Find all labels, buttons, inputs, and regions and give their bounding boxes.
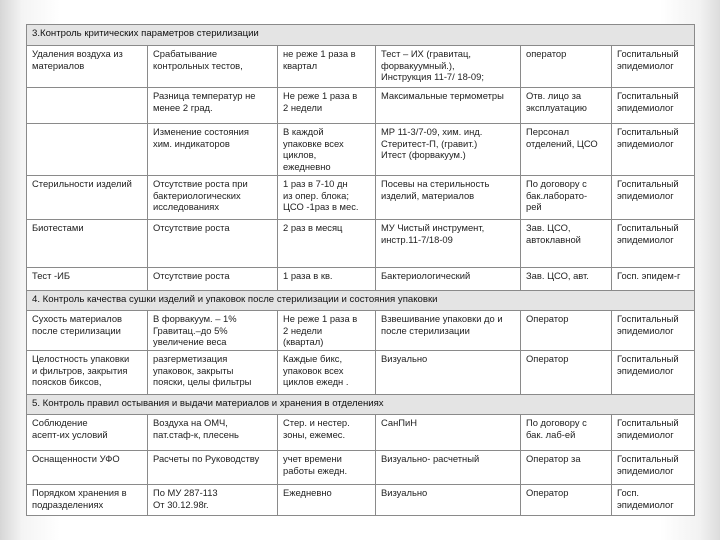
table-cell: Оператор bbox=[521, 311, 612, 351]
table-cell: Персонал отделений, ЦСО bbox=[521, 124, 612, 176]
table-row bbox=[27, 451, 695, 485]
table-cell: Тест – ИХ (гравитац, форвакуумный.), Инструкция 11-7/ 18-09; bbox=[376, 46, 521, 88]
table-cell: Не реже 1 раза в 2 недели bbox=[278, 88, 376, 124]
table-row bbox=[27, 88, 695, 124]
table-cell: По договору с бак. лаб-ей bbox=[521, 415, 612, 451]
table-cell: Оператор bbox=[521, 485, 612, 516]
table-cell: Госпитальный эпидемиолог bbox=[612, 220, 695, 268]
section-title: 3.Контроль критических параметров стерилизации bbox=[27, 25, 695, 46]
table-cell: Разница температур не менее 2 град. bbox=[148, 88, 278, 124]
table-cell: МР 11-3/7-09, хим. инд. Стеритест-П, (гравит.) Итест (форвакуум.) bbox=[376, 124, 521, 176]
table-cell: Госпитальный эпидемиолог bbox=[612, 46, 695, 88]
table-cell: По МУ 287-113 От 30.12.98г. bbox=[148, 485, 278, 516]
table-cell: Зав. ЦСО, авт. bbox=[521, 268, 612, 291]
table-cell: Стерильности изделий bbox=[27, 176, 148, 220]
table-cell: Воздуха на ОМЧ, пат.стаф-к, плесень bbox=[148, 415, 278, 451]
table-cell: Не реже 1 раза в 2 недели (квартал) bbox=[278, 311, 376, 351]
table-row bbox=[27, 415, 695, 451]
table-row bbox=[27, 268, 695, 291]
table-cell: Госпитальный эпидемиолог bbox=[612, 351, 695, 395]
table-row bbox=[27, 176, 695, 220]
table-row bbox=[27, 124, 695, 176]
table-cell: Оператор за bbox=[521, 451, 612, 485]
table-cell: В форвакуум. – 1% Гравитац.–до 5% увеличение веса bbox=[148, 311, 278, 351]
table-cell: Удаления воздуха из материалов bbox=[27, 46, 148, 88]
table-cell: Оснащенности УФО bbox=[27, 451, 148, 485]
table-cell: Визуально bbox=[376, 351, 521, 395]
table-cell: Изменение состояния хим. индикаторов bbox=[148, 124, 278, 176]
table-cell: Отсутствие роста при бактериологических исследованиях bbox=[148, 176, 278, 220]
table-cell: разгерметизация упаковок, закрыты пояски, целы фильтры bbox=[148, 351, 278, 395]
table-cell: Ежедневно bbox=[278, 485, 376, 516]
table-cell: В каждой упаковке всех циклов, ежедневно bbox=[278, 124, 376, 176]
table-cell: учет времени работы ежедн. bbox=[278, 451, 376, 485]
section-5-header bbox=[27, 395, 695, 415]
table-cell: Срабатывание контрольных тестов, bbox=[148, 46, 278, 88]
table-cell: Стер. и нестер. зоны, ежемес. bbox=[278, 415, 376, 451]
table-cell: Визуально- расчетный bbox=[376, 451, 521, 485]
table-cell: оператор bbox=[521, 46, 612, 88]
table-cell: Каждые бикс, упаковок всех циклов ежедн . bbox=[278, 351, 376, 395]
table-cell: Госпитальный эпидемиолог bbox=[612, 415, 695, 451]
table-cell bbox=[27, 88, 148, 124]
table-cell: Отв. лицо за эксплуатацию bbox=[521, 88, 612, 124]
section-3-header bbox=[27, 25, 695, 46]
table-cell: Соблюдение асепт-их условий bbox=[27, 415, 148, 451]
table-cell: Целостность упаковки и фильтров, закрытия поясков биксов, bbox=[27, 351, 148, 395]
table-cell: Максимальные термометры bbox=[376, 88, 521, 124]
table-row bbox=[27, 485, 695, 516]
table-cell: МУ Чистый инструмент, инстр.11-7/18-09 bbox=[376, 220, 521, 268]
table-cell: 1 раза в кв. bbox=[278, 268, 376, 291]
table-cell: Госп. эпидемиолог bbox=[612, 485, 695, 516]
table-cell: Сухость материалов после стерилизации bbox=[27, 311, 148, 351]
table-cell: 2 раз в месяц bbox=[278, 220, 376, 268]
section-title: 5. Контроль правил остывания и выдачи материалов и хранения в отделениях bbox=[27, 395, 695, 415]
table-row bbox=[27, 46, 695, 88]
table-cell: Госпитальный эпидемиолог bbox=[612, 88, 695, 124]
table-cell: Госпитальный эпидемиолог bbox=[612, 124, 695, 176]
table-cell: Порядком хранения в подразделениях bbox=[27, 485, 148, 516]
table-cell: Отсутствие роста bbox=[148, 220, 278, 268]
table-cell: Биотестами bbox=[27, 220, 148, 268]
table-cell: не реже 1 раза в квартал bbox=[278, 46, 376, 88]
table-cell: Тест -ИБ bbox=[27, 268, 148, 291]
table-row bbox=[27, 220, 695, 268]
table-cell: Посевы на стерильность изделий, материалов bbox=[376, 176, 521, 220]
table-cell: Госпитальный эпидемиолог bbox=[612, 311, 695, 351]
sterilization-control-table bbox=[26, 24, 695, 516]
table-cell: Взвешивание упаковки до и после стерилизации bbox=[376, 311, 521, 351]
table-cell: Госпитальный эпидемиолог bbox=[612, 451, 695, 485]
table-cell: Расчеты по Руководству bbox=[148, 451, 278, 485]
table-cell: СанПиН bbox=[376, 415, 521, 451]
table-cell: Госп. эпидем-г bbox=[612, 268, 695, 291]
table-cell: Госпитальный эпидемиолог bbox=[612, 176, 695, 220]
table-cell: Бактериологический bbox=[376, 268, 521, 291]
table-row bbox=[27, 311, 695, 351]
section-4-header bbox=[27, 291, 695, 311]
table-cell: Зав. ЦСО, автоклавной bbox=[521, 220, 612, 268]
section-title: 4. Контроль качества сушки изделий и упаковок после стерилизации и состояния упаковки bbox=[27, 291, 695, 311]
table-cell: Визуально bbox=[376, 485, 521, 516]
table-row bbox=[27, 351, 695, 395]
table-cell: 1 раз в 7-10 дн из опер. блока; ЦСО -1раз в мес. bbox=[278, 176, 376, 220]
table-cell: По договору с бак.лаборато- рей bbox=[521, 176, 612, 220]
table-cell: Отсутствие роста bbox=[148, 268, 278, 291]
table-cell bbox=[27, 124, 148, 176]
table-cell: Оператор bbox=[521, 351, 612, 395]
